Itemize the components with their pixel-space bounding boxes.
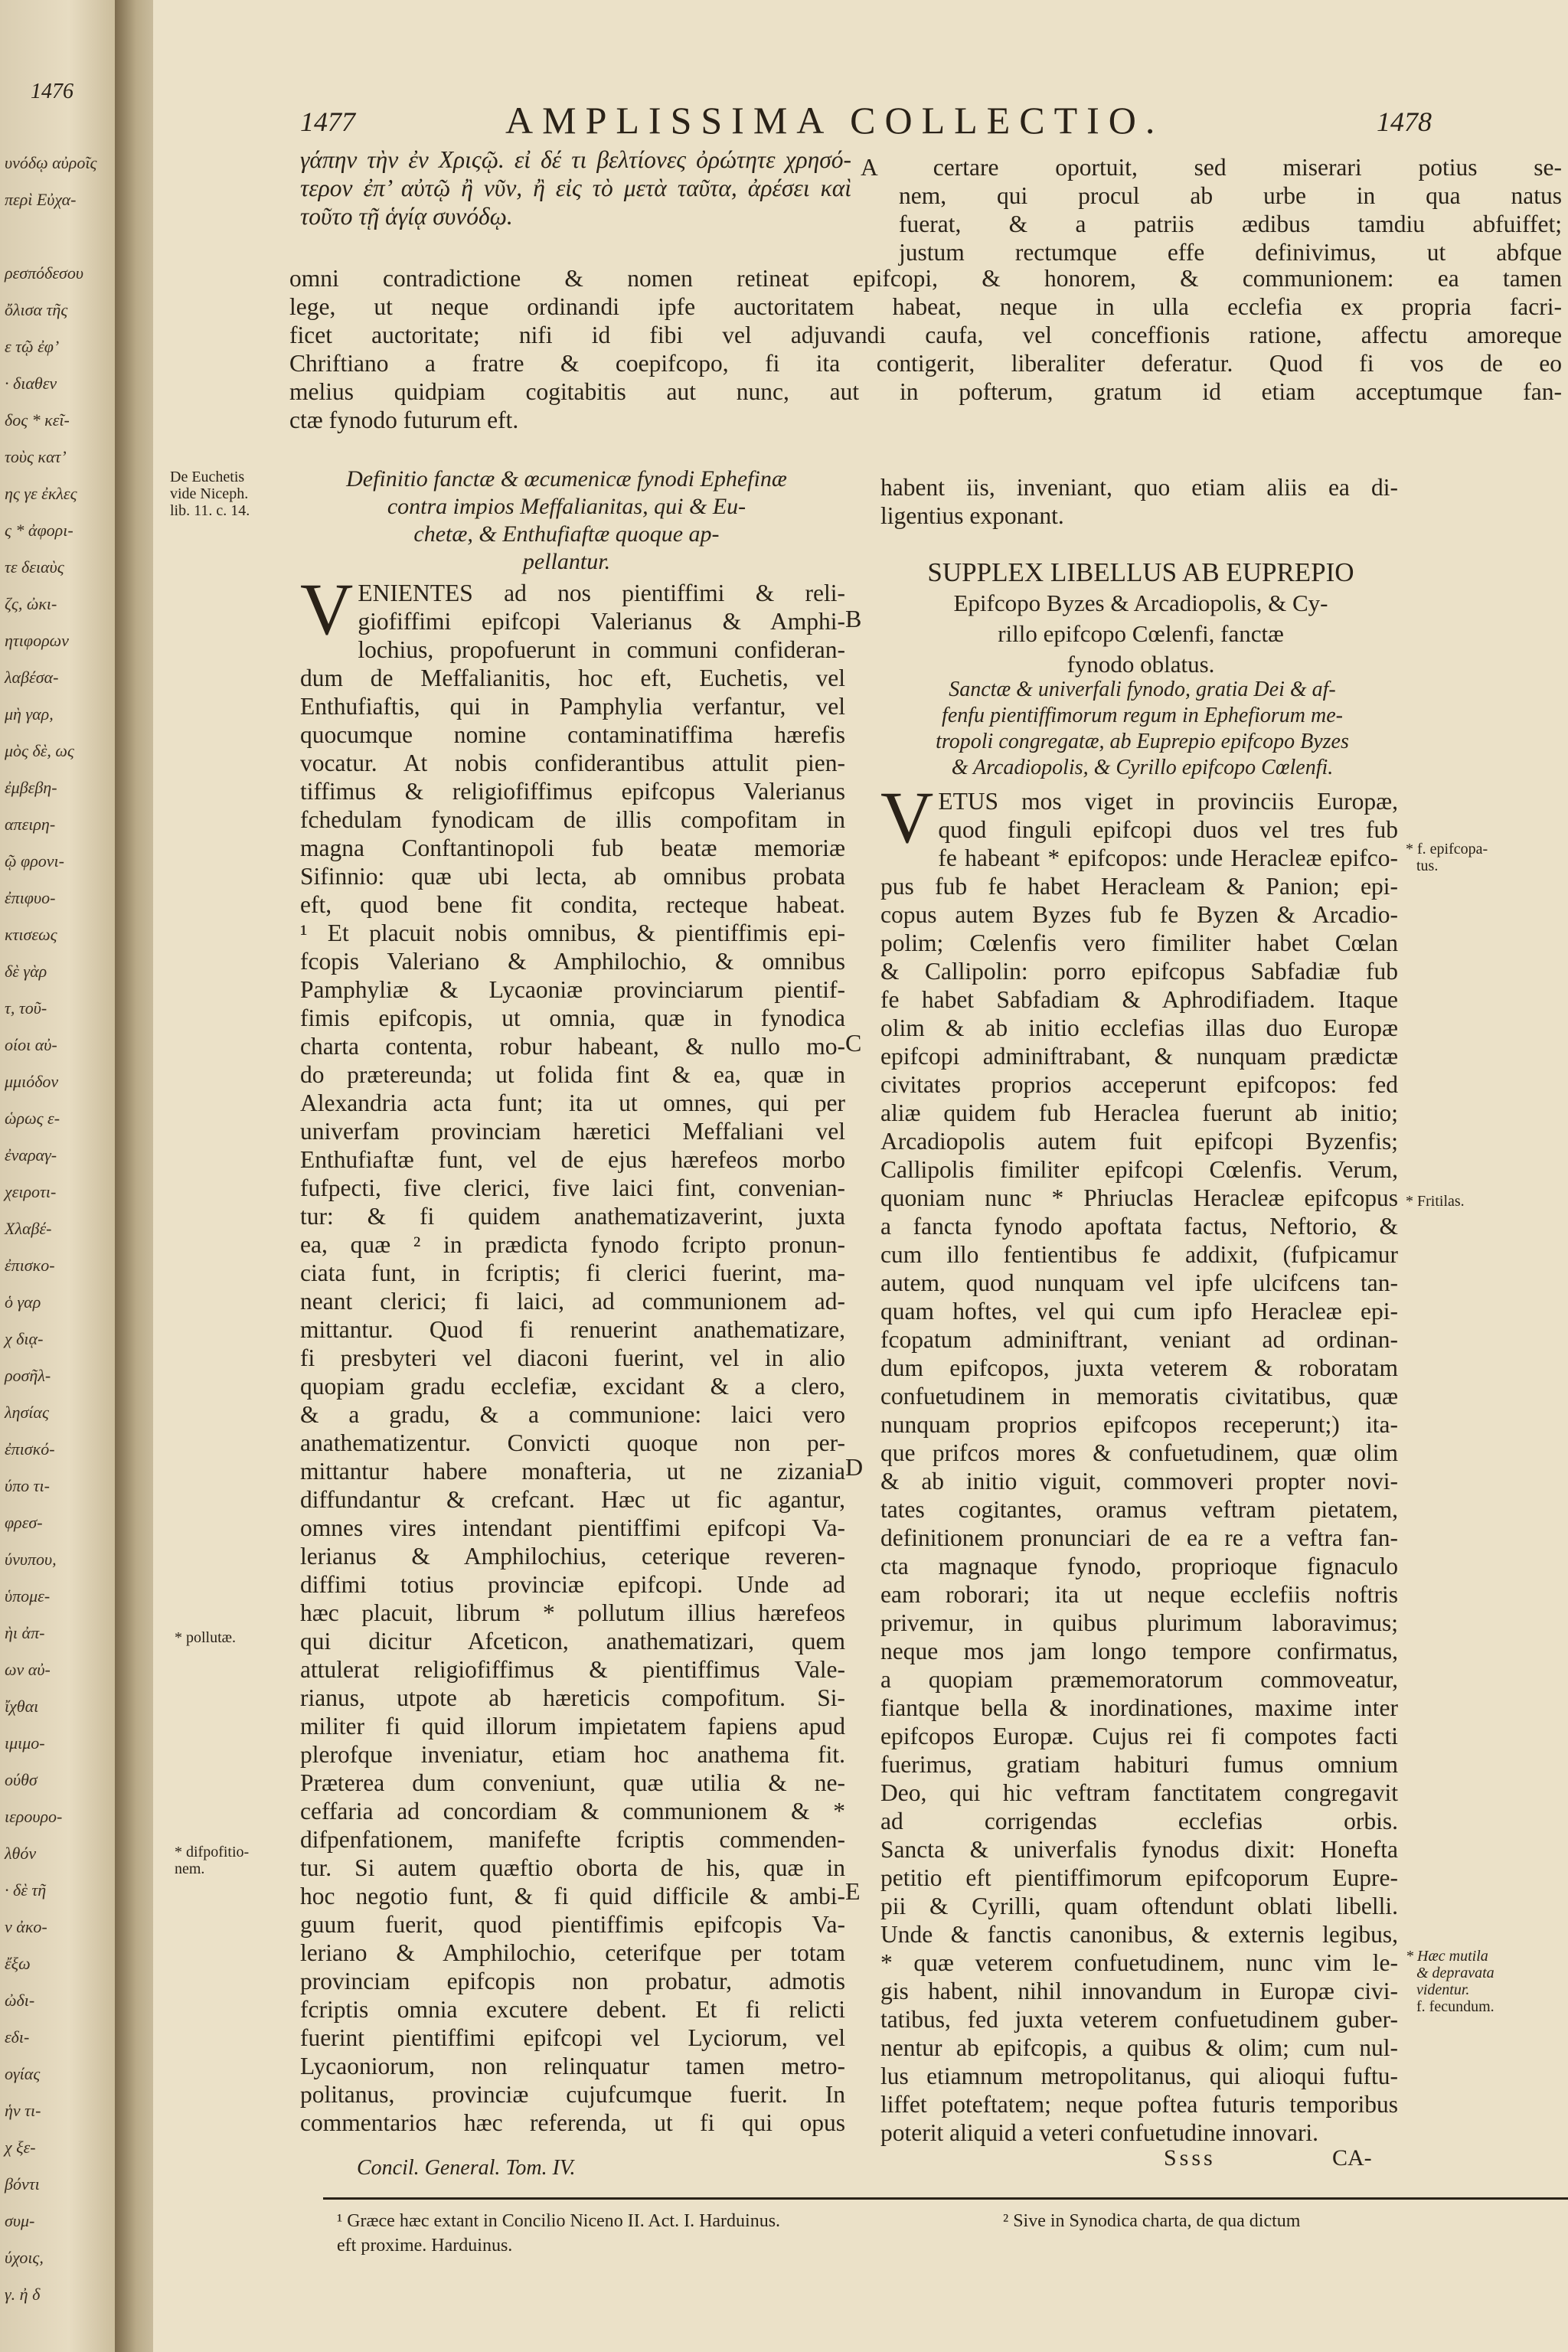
first-word: ETUS (938, 788, 999, 815)
facing-page-number: 1476 (31, 80, 74, 103)
facing-page-line: ῷ φρονι- (5, 851, 64, 871)
text-line: Pamphyliæ & Lycaoniæ provinciarum pientif- (300, 976, 845, 1003)
facing-page-line: · διαθεν (5, 374, 57, 393)
text-line: nentur ab epifcopis, a quibus & olim; cum nul- (880, 2034, 1398, 2061)
margin-note-line: * difpofitio- (175, 1844, 250, 1860)
text-line: lege, ut neque ordinandi ipfe auctoritatem habeat, neque in ulla ecclefia ex propria facri- (289, 293, 1562, 320)
facing-page-line: ὑπομε- (5, 1586, 51, 1606)
facing-page-line: ὠδι- (5, 1991, 35, 2010)
text-line: plerofque inveniatur, etiam hoc anathema fit. (300, 1741, 845, 1768)
text-line: Alexandria acta funt; ita ut omnes, qui per (300, 1089, 845, 1116)
facing-page-line: ογίας (5, 2064, 41, 2083)
text-line: nem, qui procul ab urbe in qua natus (899, 182, 1562, 209)
subheading-line: & Arcadiopolis, & Cyrillo epifcopo Cœlenfi. (951, 756, 1334, 779)
facing-page-line: ν ἀκο- (5, 1917, 47, 1936)
text-line: ctæ fynodo futurum eft. (289, 407, 519, 433)
facing-page-line: ων αὐ- (5, 1660, 51, 1679)
text-line: privemur, in quibus plurimum laboravimus; (880, 1609, 1398, 1636)
facing-page-line: μὸς δὲ, ως (5, 741, 74, 760)
text-line: fcopatum adminiftrant, veniant ad ordinan- (880, 1326, 1398, 1353)
heading-line: rillo epifcopo Cœlenfi, fanctæ (998, 620, 1284, 647)
text-line: tates cogitantes, oramus veftram pietatem, (880, 1496, 1398, 1523)
facing-page-line: δὲ γὰρ (5, 962, 47, 981)
margin-note-line: De Euchetis (170, 469, 245, 485)
text-line: dum de Meffalianitis, hoc eft, Euchetis, vel (300, 665, 845, 691)
facing-page-line: ἐναραγ- (5, 1145, 57, 1165)
text-line: hæc placuit, librum * pollutum illius hærefeos (300, 1599, 845, 1626)
facing-page-line: δος * κεῖ- (5, 410, 70, 430)
facing-page-line: ύνυπου, (5, 1550, 57, 1569)
heading-line: contra impios Meffalianitas, qui & Eu- (387, 494, 746, 519)
text-line: provinciam epifcopis non probatur, admotis (300, 1968, 845, 1994)
facing-page-line: κτισεως (5, 925, 57, 944)
facing-page-line: ύχοις, (5, 2248, 44, 2267)
margin-note-euchetis (170, 469, 250, 519)
facing-page-line: ὄλισα τῆς (5, 300, 68, 319)
margin-note-line: * Hæc mutila (1406, 1948, 1488, 1965)
heading-line: SUPPLEX LIBELLUS AB EUPREPIO (927, 557, 1354, 587)
text-line: ea, quæ ² in prædicta fynodo fcripto pronun- (300, 1231, 845, 1258)
facing-page-line: ἡν τι- (5, 2101, 41, 2120)
text-line: quopiam gradu ecclefiæ, excidant & a clero, (300, 1373, 845, 1400)
text-line: Arcadiopolis autem fuit epifcopi Byzenfis; (880, 1128, 1398, 1155)
text-line: justum rectumque effe definivimus, ut abfque (899, 239, 1562, 266)
subheading-line: Sanctæ & univerfali fynodo, gratia Dei & af- (949, 678, 1336, 701)
text-line: Sancta & univerfalis fynodus dixit: Honefta (880, 1836, 1398, 1863)
right-subheading (874, 677, 1410, 781)
text-line: omnes vires intendant pientiffimi epifcopi Va- (300, 1514, 845, 1541)
text-line: quod finguli epifcopi duos vel tres fub (938, 816, 1398, 843)
facing-page-line: ιμιμο- (5, 1733, 45, 1753)
facing-page-line: ἴχθαι (5, 1697, 39, 1716)
text-line: ficet auctoritate; nifi id fibi vel adjuvandi caufa, vel conceffionis ratione, affectu amoreque (289, 322, 1562, 348)
text-line: Enthufiaftæ funt, vel de ejus hærefeos morbo (300, 1146, 845, 1173)
signature-mark: Ssss (1164, 2145, 1216, 2171)
text-line: diffimi totius provinciæ epifcopi. Unde ad (300, 1571, 845, 1598)
text-line: & Callipolin: porro epifcopus Sabfadiæ fub (880, 958, 1398, 985)
facing-page-line: συμ- (5, 2211, 35, 2230)
book-page (153, 0, 1568, 2352)
facing-page-line: απειρη- (5, 815, 56, 834)
text-line: eam roborari; ita ut neque ecclefiis noftris (880, 1581, 1398, 1608)
text-line: militer fi quid illorum impietatem fapiens apud (300, 1713, 845, 1740)
facing-page-line: χ ξε- (5, 2138, 36, 2157)
text-line: melius quidpiam cogitabitis aut nunc, aut in pofterum, gratum id etiam acceptumque fan- (289, 378, 1562, 405)
facing-page-line: τε δειαὺς (5, 557, 64, 577)
text-line: mittantur habere monafteria, ut ne zizania (300, 1458, 845, 1485)
text-line: Sifinnio: quæ ubi lecta, ab omnibus probata (300, 863, 845, 890)
text-line: dum epifcopos, juxta veterem & roboratam (880, 1354, 1398, 1381)
greek-line: τοῦτο τῇ ἁγίᾳ συνόδῳ. (300, 203, 513, 230)
volume-signature: Concil. General. Tom. IV. (357, 2156, 576, 2180)
text-line: cum illo fentientibus fe addixit, (fufpicamur (880, 1241, 1398, 1268)
facing-page-line: χ διᾳ- (5, 1329, 44, 1348)
text-line: aliæ quidem fub Heraclea fuerunt ab initio; (880, 1099, 1398, 1126)
text-line: Deo, qui hic veftram fanctitatem congregavit (880, 1779, 1398, 1806)
facing-page-line: ἐπισκο- (5, 1256, 55, 1275)
text-line: quam hoftes, vel qui cum ipfo Heracleæ epi- (880, 1298, 1398, 1325)
text-line: giofiffimi epifcopi Valerianus & Amphi- (358, 608, 845, 635)
text-line: pus fub fe habet Heracleam & Panion; epi- (880, 873, 1398, 900)
text-line: fchedulam fynodicam de illis compofitam in (300, 806, 845, 833)
drop-cap: V (880, 776, 934, 858)
facing-page-line: λαβέσα- (5, 668, 59, 687)
text-line: fuerat, & a patriis ædibus tamdiu abfuiffet; (899, 211, 1562, 237)
facing-page-line: ὁ γαρ (5, 1292, 41, 1312)
text-line: fcopis Valeriano & Amphilochio, & omnibus (300, 948, 845, 975)
right-section-heading (873, 557, 1409, 680)
text-line: lochius, propofuerunt in communi confideran- (358, 636, 845, 663)
greek-line: γάπην τὴν ἐν Χριςῷ. εἰ δέ τι βελτίονες ὀρώτητε χρησό- (300, 146, 851, 173)
facing-page-line: ρεσπόδεσου (5, 263, 83, 283)
facing-page-line: ὴι ἀπ- (5, 1623, 45, 1642)
facing-page-line: περὶ Εὐχα- (5, 190, 77, 209)
margin-note-line: tus. (1416, 858, 1439, 874)
page-number-left: 1477 (300, 106, 355, 137)
text-line: qui dicitur Afceticon, anathematizari, quem (300, 1628, 845, 1655)
heading-line: Definitio fanctæ & œcumenicæ fynodi Ephefinæ (346, 466, 787, 492)
text-line: tatibus, fed juxta veterem confuetudinem guber- (880, 2006, 1398, 2033)
text-line: ciata funt, in fcriptis; fi clerici fuerint, ma- (300, 1259, 845, 1286)
text-line: A certare oportuit, sed miserari potius se- (861, 154, 1562, 181)
facing-page-line: ητιφορων (5, 631, 69, 650)
text-line: fuerint pientiffimi epifcopi vel Lyciorum, vel (300, 2024, 845, 2051)
text-line: tiffimus & religiofiffimus epifcopus Valerianus (300, 778, 845, 805)
text-line: fe habet Sabfadiam & Aphrodifiadem. Itaque (880, 986, 1398, 1013)
facing-page-line: λθόν (5, 1844, 37, 1863)
text-line: que prifcos mores & confuetudinem, quæ olim (880, 1439, 1398, 1466)
section-letter-c: C (845, 1029, 862, 1057)
text-line: gis habent, nihil innovandum in Europæ civi- (880, 1978, 1398, 2004)
drop-cap: V (300, 568, 354, 650)
margin-note-line: * f. epifcopa- (1406, 841, 1488, 858)
facing-page-line: υνόδῳ αὐροῖς (5, 153, 97, 172)
text-line: & ab initio viguit, commoveri propter novi- (880, 1468, 1398, 1494)
facing-page-line: ἐπισκό- (5, 1439, 55, 1459)
text-line: fcriptis omnia excutere debent. Et fi relicti (300, 1996, 845, 2023)
text-line: politanus, provinciæ cujufcumque fuerit. In (300, 2081, 845, 2108)
margin-note-polluta: * pollutæ. (175, 1629, 237, 1646)
text-line: autem, quod nunquam vel ipfe ulcifcens tan- (880, 1269, 1398, 1296)
margin-note-dispositio (175, 1844, 249, 1877)
facing-page-line: ροσῆλ- (5, 1366, 51, 1385)
footnote-rule (323, 2197, 1568, 2200)
text-line: fuerimus, gratiam habituri fumus omnium (880, 1751, 1398, 1778)
text-line: Chriftiano a fratre & coepifcopo, fi ita contigerit, liberaliter deferatur. Quod fi vos de eo (289, 350, 1562, 377)
facing-page-line: εδι- (5, 2027, 30, 2047)
text-line: Præterea dum conveniunt, quæ utilia & ne- (300, 1769, 845, 1796)
margin-note-line: vide Niceph. (170, 485, 249, 502)
margin-note-line: videntur. (1416, 1981, 1470, 1998)
left-section-heading (291, 466, 842, 576)
facing-page-line: ύπο τι- (5, 1476, 50, 1495)
heading-line: Epifcopo Byzes & Arcadiopolis, & Cy- (953, 590, 1328, 616)
text-line: hoc negotio funt, & fi quid difficile & ambi- (300, 1883, 845, 1909)
text-line: pii & Cyrilli, quam oftendunt oblati libelli. (880, 1893, 1398, 1919)
facing-page-line: μμιόδον (5, 1072, 59, 1091)
left-column-body (300, 568, 846, 2137)
text-line: guum fuerit, quod pientiffimis epifcopis Va- (300, 1911, 845, 1938)
text-line: mittantur. Quod fi renuerint anathematizare, (300, 1316, 845, 1343)
text-line: fufpecti, five clerici, five laici fint, convenian- (300, 1174, 845, 1201)
text-line: epifcopos Europæ. Cujus rei fi compotes facti (880, 1723, 1398, 1749)
text-line: quoniam nunc * Phriuclas Heracleæ epifcopus (880, 1184, 1398, 1211)
heading-line: fynodo oblatus. (1067, 651, 1215, 678)
text-line: attulerat religiofiffimus & pientiffimus Vale- (300, 1656, 845, 1683)
text-line: liffet poteftatem; neque poftea futuris temporibus (880, 2091, 1398, 2118)
text-line: vocatur. At nobis confiderantibus attulit pien- (300, 750, 845, 776)
facing-page-line: τοὺς κατ’ (5, 447, 67, 466)
text-line: diffundantur & crefcant. Hæc ut fic agantur, (300, 1486, 845, 1513)
text-line: tur: & fi quidem anathematizaverint, juxta (300, 1203, 845, 1230)
text-line: fimis epifcopis, ut omnia, quæ in fynodica (300, 1004, 845, 1031)
text-line: nunquam proprios epifcopos receperunt;) ita- (880, 1411, 1398, 1438)
page-number-right: 1478 (1377, 106, 1432, 137)
facing-page-line: οίοι αὐ- (5, 1035, 57, 1054)
text-line: definitionem pronunciari de ea re a veftra fan- (880, 1524, 1398, 1551)
heading-line: pellantur. (522, 549, 611, 574)
section-letter-d: D (845, 1453, 864, 1481)
facing-page-line: ε τῷ ἐφ’ (5, 337, 60, 356)
text-line: copus autem Byzes fub fe Byzen & Arcadio- (880, 901, 1398, 928)
catchword: CA- (1332, 2145, 1372, 2171)
facing-page-line: ἐπιφυο- (5, 888, 56, 907)
subheading-line: tropoli congregatæ, ab Euprepio epifcopo Byzes (936, 730, 1349, 753)
facing-page-line: ἔξω (5, 1954, 31, 1973)
margin-note-line: & depravata (1416, 1965, 1494, 1981)
greek-line: τερον ἐπ’ αὐτῷ ἢ νῦν, ἢ εἰς τὸ μετὰ ταῦτα, ἀρέσει καὶ (300, 175, 851, 201)
text-line: poterit aliquid a veteri confuetudine innovari. (880, 2119, 1319, 2146)
greek-text-block (300, 145, 851, 230)
facing-page-edge (0, 0, 115, 2352)
text-line: Enthufiaftis, qui in Pamphylia verfantur, vel (300, 693, 845, 720)
text-line: & a gradu, & a communione: laici vero (300, 1401, 845, 1428)
facing-page-line: · δὲ τῆ (5, 1880, 47, 1900)
subheading-line: fenfu pientiffimorum regum in Ephefiorum me- (942, 704, 1343, 727)
text-line: quocumque nomine contaminatiffima hærefis (300, 721, 845, 748)
heading-line: chetæ, & Enthufiaftæ quoque ap- (413, 521, 720, 547)
text-line: magna Conftantinopoli fub beatæ memoriæ (300, 835, 845, 861)
first-word: ENIENTES (358, 580, 473, 606)
text-line: ¹ Et placuit nobis omnibus, & pientiffimis epi- (300, 920, 845, 946)
margin-note-line: nem. (175, 1860, 205, 1877)
facing-page-line: γ. ἠ δ (5, 2285, 41, 2304)
facing-page-line: χειροτι- (5, 1182, 57, 1201)
text-line: ligentius exponant. (880, 502, 1064, 529)
facing-page-line: ἐμβεβη- (5, 778, 57, 797)
running-title: AMPLISSIMA COLLECTIO. (505, 99, 1165, 142)
text-line: a quopiam præmemoratorum commoveatur, (880, 1666, 1398, 1693)
text-line: commentarios hæc referenda, ut fi qui opus (300, 2109, 845, 2136)
text-line: leriano & Amphilochio, ceterifque per totam (300, 1939, 845, 1966)
right-column-top (880, 473, 1398, 530)
section-letter-e: E (845, 1877, 861, 1905)
text-line: eft, quod bene fit condita, recteque habeat. (300, 891, 845, 918)
margin-note-line: f. fecundum. (1416, 1998, 1494, 2015)
text-line: tur. Si autem quæftio oborta de his, quæ in (300, 1854, 845, 1881)
text-line: habent iis, inveniant, quo etiam aliis ea di- (880, 474, 1398, 501)
text-line: neant clerici; fi laici, ad communionem ad- (300, 1288, 845, 1315)
facing-page-line: ς * ἀφορι- (5, 521, 74, 540)
text-line: anathematizentur. Convicti quoque non per- (300, 1429, 845, 1456)
text-line: civitates proprios acceperunt epifcopos: fed (880, 1071, 1398, 1098)
text-fragment: ad nos pientiffimi & reli- (504, 580, 846, 606)
text-line (880, 787, 1398, 815)
text-line: confuetudinem in memoratis civitatibus, quæ (880, 1383, 1398, 1410)
text-line: lus etiamnum metropolitanus, qui alioqui fuftu- (880, 2063, 1398, 2089)
facing-page-line: ιερουρο- (5, 1807, 63, 1826)
facing-page-line: φρεσ- (5, 1513, 43, 1532)
full-width-paragraph (289, 264, 1562, 434)
right-column-body (880, 776, 1398, 2147)
text-line: omni contradictione & nomen retineat epifcopi, & honorem, & communionem: ea tamen (289, 265, 1562, 292)
footnote-1: ¹ Græce hæc extant in Concilio Niceno II. Act. I. Harduinus. (337, 2211, 781, 2231)
text-line: rianus, utpote ab hæreticis compofitum. Si- (300, 1684, 845, 1711)
facing-page-line: τ, τοῦ- (5, 998, 47, 1018)
text-line: do prætereunda; ut folida fint & ea, quæ in (300, 1061, 845, 1088)
text-line: Lycaoniorum, non relinquatur tamen metro- (300, 2053, 845, 2079)
top-right-text-block (861, 153, 1562, 266)
facing-page-line: ούθσ (5, 1770, 38, 1789)
text-line: fi presbyteri vel diaconi fuerint, vel in alio (300, 1344, 845, 1371)
text-line: Callipolis fimiliter epifcopi Cœlenfis. Verum, (880, 1156, 1398, 1183)
text-line: fe habeant * epifcopos: unde Heracleæ epifco- (938, 844, 1398, 871)
margin-note-line: lib. 11. c. 14. (170, 502, 250, 519)
text-line: petitio eft pientiffimorum epifcoporum Eupre- (880, 1864, 1398, 1891)
text-line: neque mos jam longo tempore confirmatus, (880, 1638, 1398, 1664)
text-line: fiantque bella & inordinationes, maxime inter (880, 1694, 1398, 1721)
facing-page-line: βόντι (5, 2174, 40, 2194)
section-letter-b: B (845, 605, 862, 632)
facing-page-line: μὴ γαρ, (5, 704, 54, 724)
right-column-lines (880, 815, 1398, 2147)
facing-page-line: ὡρως ε- (5, 1109, 60, 1128)
text-line: polim; Cœlenfis vero fimiliter habet Cœlan (880, 929, 1398, 956)
facing-page-line: ης γε ἐκλες (5, 484, 77, 503)
text-line: a fancta fynodo apoftata factus, Neftorio, & (880, 1213, 1398, 1240)
text-line: olim & ab initio ecclefias illas duo Europæ (880, 1014, 1398, 1041)
margin-note-episcopatus (1406, 841, 1488, 874)
footnote-2: ² Sive in Synodica charta, de qua dictum (1003, 2211, 1301, 2231)
text-line: cta magnaque fynodo, proprioque fignaculo (880, 1553, 1398, 1579)
margin-note-mutila (1406, 1948, 1494, 2015)
text-line: ad corrigendas ecclefias orbis. (880, 1808, 1398, 1834)
facing-page-line: Χλαβέ- (5, 1219, 52, 1238)
text-line: lerianus & Amphilochius, ceterique reveren- (300, 1543, 845, 1570)
text-line: charta contenta, robur habeant, & nullo mo- (300, 1033, 845, 1060)
facing-page-line: ζς, ὠκι- (5, 594, 57, 613)
text-line: epifcopi adminiftrabant, & nunquam prædictæ (880, 1043, 1398, 1070)
text-line: Unde & fanctis canonibus, & externis legibus, (880, 1921, 1398, 1948)
footnote-2-continued: eft proxime. Harduinus. (337, 2236, 513, 2256)
text-line: difpenfationem, manifefte fcriptis commenden- (300, 1826, 845, 1853)
text-line (300, 579, 845, 607)
text-line: univerfam provinciam hæretici Meffaliani vel (300, 1118, 845, 1145)
margin-note-fritilas: * Fritilas. (1406, 1193, 1465, 1210)
facing-page-line: λησίας (5, 1403, 49, 1422)
text-line: ceffaria ad concordiam & communionem & * (300, 1798, 845, 1824)
left-column-lines (300, 607, 845, 2137)
text-fragment: mos viget in provinciis Europæ, (1021, 788, 1398, 815)
text-line: * quæ veterem confuetudinem, nunc vim le- (880, 1949, 1398, 1976)
